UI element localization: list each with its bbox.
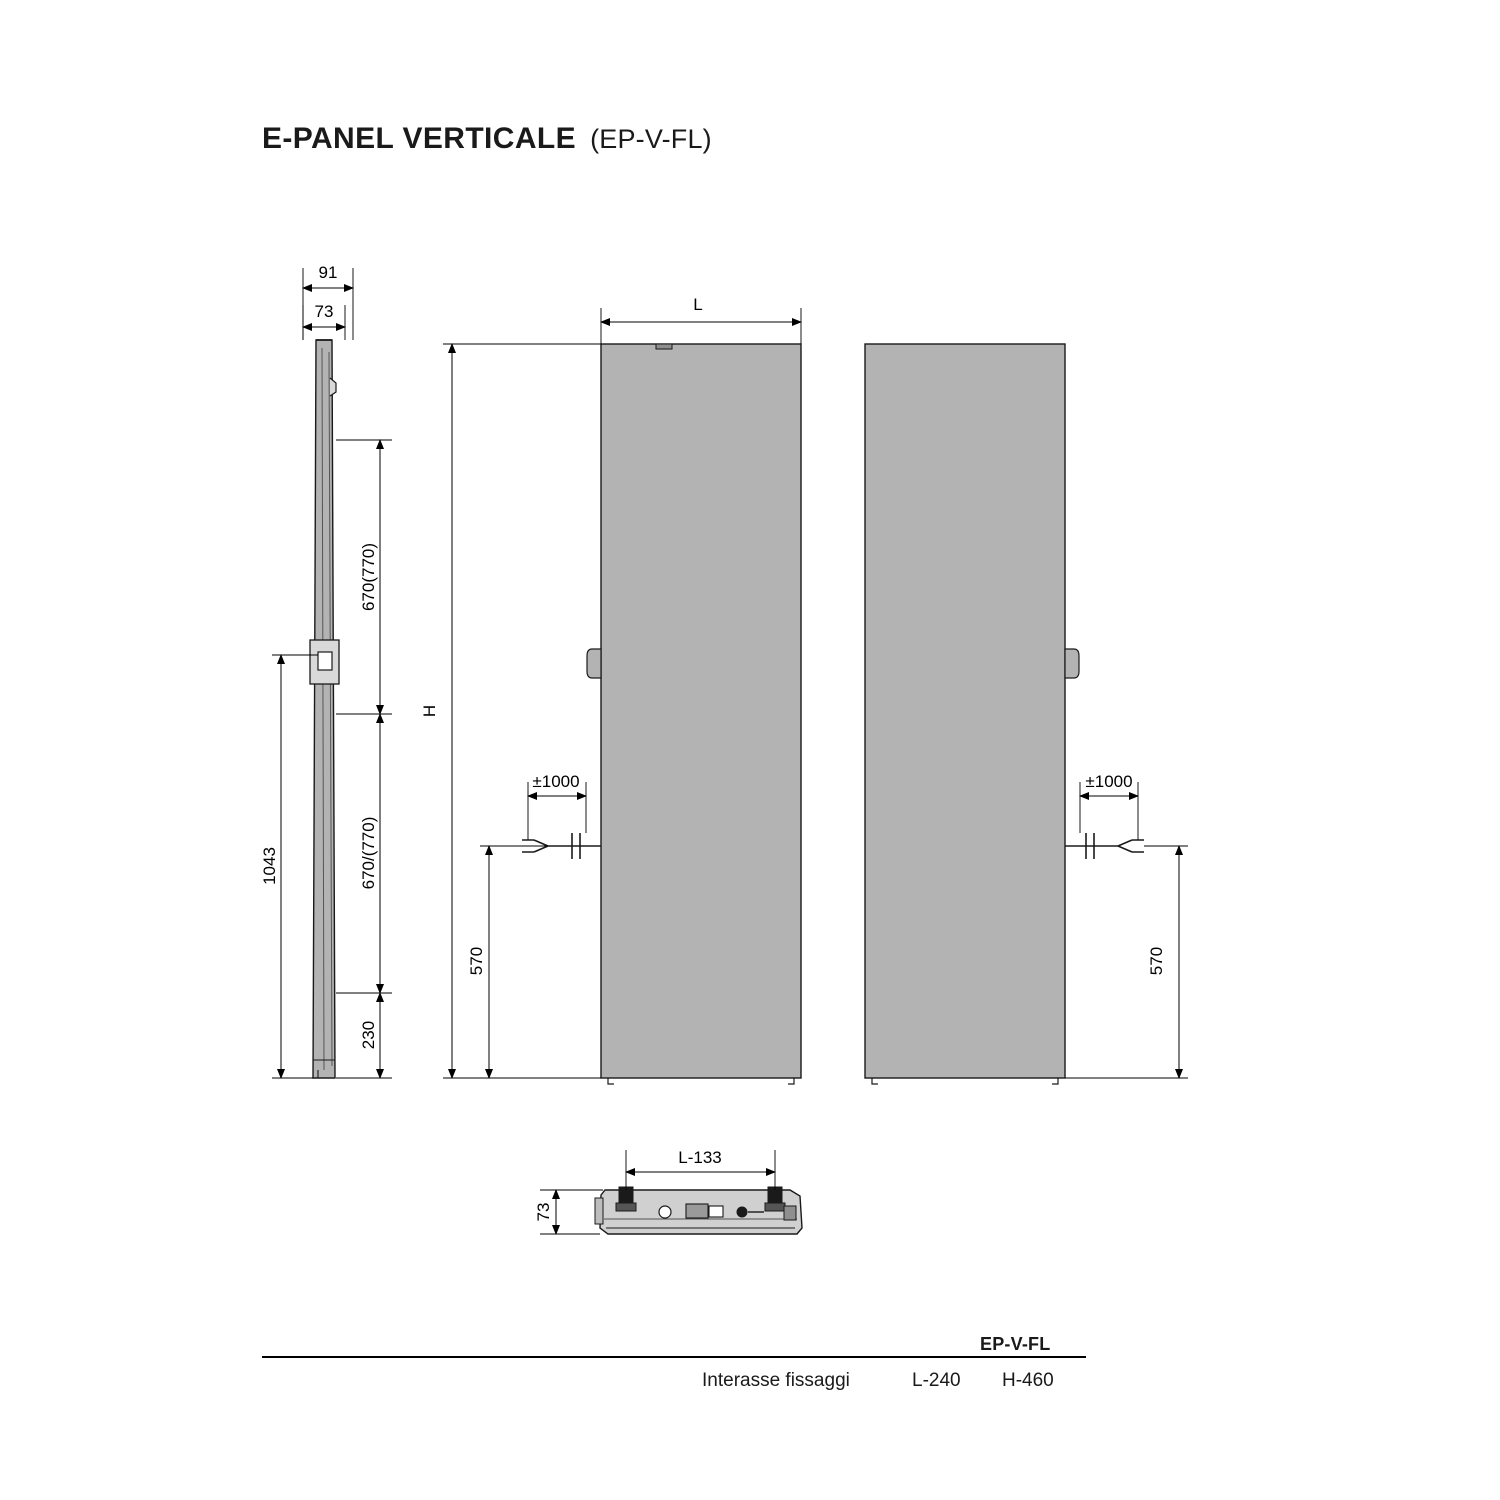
- svg-text:230: 230: [359, 1020, 378, 1050]
- footer-value-h: H-460: [1002, 1370, 1054, 1391]
- side-section-view: [310, 340, 339, 1078]
- dim-overall-1043: [260, 655, 318, 1078]
- dim-cable-height-570-right: [1065, 846, 1188, 1078]
- cable-right: [1065, 833, 1144, 859]
- footer-value-l: L-240: [912, 1370, 961, 1391]
- dim-depth-73: [303, 302, 345, 340]
- front-view-right: [865, 344, 1079, 1084]
- svg-text:570: 570: [1147, 946, 1166, 976]
- dim-height-H: [420, 344, 601, 1078]
- footer-model-code: EP-V-FL: [980, 1334, 1051, 1354]
- svg-text:1043: 1043: [260, 847, 279, 885]
- svg-text:±1000: ±1000: [1085, 772, 1133, 791]
- svg-text:73: 73: [314, 302, 334, 321]
- footer-row-label: Interasse fissaggi: [702, 1370, 850, 1391]
- bottom-detail-view: [595, 1187, 802, 1234]
- dim-cable-1000-right: [1080, 772, 1138, 840]
- dim-fixing-L133: [626, 1148, 775, 1190]
- dim-chain-side: [336, 440, 392, 1078]
- svg-text:670/(770): 670/(770): [359, 816, 378, 890]
- dim-cable-height-570-left: [467, 846, 601, 1078]
- svg-text:H: H: [420, 704, 439, 718]
- dim-bottom-depth-73: [534, 1190, 603, 1234]
- svg-text:670(770): 670(770): [359, 542, 378, 612]
- title-product-code: (EP-V-FL): [590, 124, 712, 154]
- svg-text:73: 73: [534, 1202, 553, 1222]
- footer-table: [262, 1334, 1086, 1418]
- svg-text:570: 570: [467, 946, 486, 976]
- svg-text:L-133: L-133: [678, 1148, 722, 1167]
- footer-divider: [262, 1356, 1086, 1358]
- title-product-name: E-PANEL VERTICALE: [262, 122, 577, 155]
- front-view-left: [587, 344, 801, 1084]
- dim-cable-1000-left: [528, 772, 586, 840]
- svg-text:±1000: ±1000: [532, 772, 580, 791]
- svg-text:L: L: [693, 295, 703, 314]
- svg-text:91: 91: [318, 263, 338, 282]
- dim-width-L: [601, 295, 801, 344]
